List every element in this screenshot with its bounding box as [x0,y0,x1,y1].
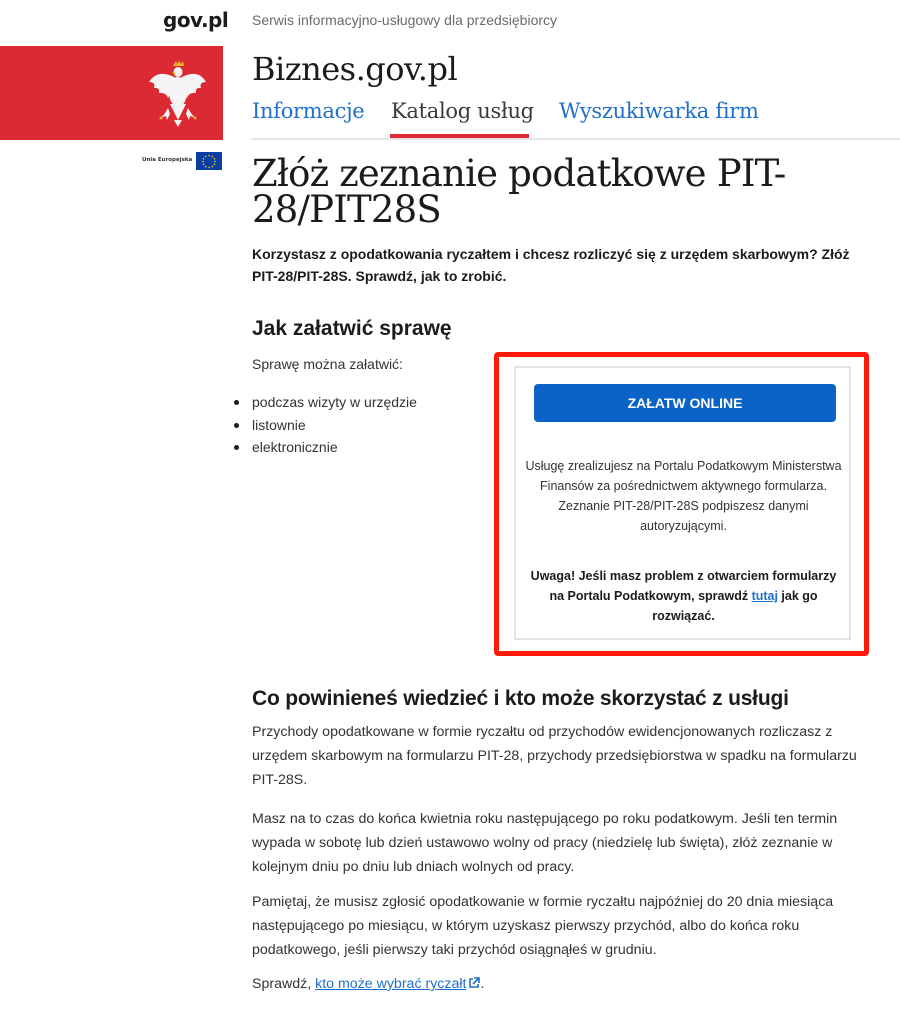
warning-text-end: jak go rozwiązać. [652,589,818,623]
link-label: kto może wybrać ryczałt [315,976,467,992]
page-title: Złóż zeznanie podatkowe PIT-28/PIT28S [252,152,786,231]
kto-moze-wybrac-ryczalt-link[interactable] [315,976,480,992]
gov-pl-logo[interactable]: gov.pl [163,8,229,32]
page-lead: Korzystasz z opodatkowania ryczałtem i chcesz rozliczyć się z urzędem skarbowym? Złóż PIT-28/PIT-28S. Sprawdź, jak to zrobić. [252,246,850,284]
site-tagline: Serwis informacyjno-usługowy dla przedsiębiorcy [252,12,558,28]
external-link-icon [468,977,480,989]
zalatw-online-button[interactable]: ZAŁATW ONLINE [534,384,836,422]
info-paragraph: Masz na to czas do końca kwietnia roku następującego po roku podatkowym. Jeśli ten termin wypada w sobotę lub dzień ustawowo wolny od pracy (niedzielę lub święta), złóż zeznanie w kolejnym dniu po dniu lub dniach wolnych od pracy. [252,811,838,875]
main-nav [252,97,900,140]
service-warning [524,566,843,626]
info-paragraph: Przychody opodatkowane w formie ryczałtu od przychodów ewidencjonowanych rozliczasz z urzędem skarbowym na formularzu PIT-28, przychody przedsiębiorstwa w spadku na formularzu PIT-28S. [252,724,857,788]
check-prefix: Sprawdź, [252,976,316,992]
eu-label: Unia Europejska [142,157,193,163]
ways-list [232,391,417,459]
service-description: Usługę zrealizujesz na Portalu Podatkowym Ministerstwa Finansów za pośrednictwem aktywnego formularza. Zeznanie PIT-28/PIT-28S podpiszesz danymi autoryzującymi. [525,459,842,533]
nav-katalog-uslug[interactable]: Katalog usług [391,99,534,123]
list-item: elektronicznie [232,436,417,459]
list-item: podczas wizyty w urzędzie [232,391,417,414]
info-paragraph: Pamiętaj, że musisz zgłosić opodatkowanie w formie ryczałtu najpóźniej do 20 dnia miesiąca następującego po miesiącu, w którym uzyskasz pierwszy przychód, albo do końca roku podatkowego, jeśli pierwszy taki przychód osiągnąłeś w grudniu. [252,894,834,958]
white-eagle-icon [146,60,208,128]
eu-flag-icon [196,152,222,170]
check-suffix: . [480,976,485,992]
info-heading: Co powinieneś wiedzieć i kto może skorzystać z usługi [252,687,789,710]
list-item: listownie [232,414,417,437]
check-ryczalt-paragraph [252,972,862,996]
nav-wyszukiwarka-firm[interactable]: Wyszukiwarka firm [559,99,759,123]
how-to-intro: Sprawę można załatwić: [252,356,403,372]
online-service-box [514,366,851,640]
active-tab-indicator [390,134,529,138]
site-title[interactable]: Biznes.gov.pl [252,50,458,88]
how-to-heading: Jak załatwić sprawę [252,317,452,340]
nav-informacje[interactable]: Informacje [252,99,365,123]
warning-text: Uwaga! Jeśli masz problem z otwarciem formularzy na Portalu Podatkowym, sprawdź [530,569,837,603]
tutaj-link[interactable]: tutaj [751,589,778,603]
